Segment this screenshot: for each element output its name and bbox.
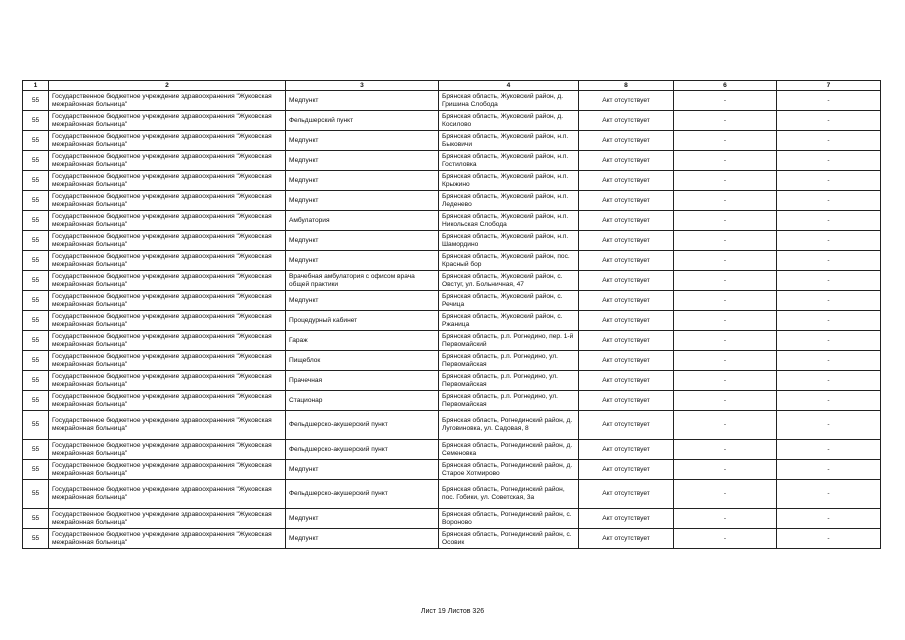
address-cell: Брянская область, Жуковский район, с. Овстуг, ул. Больничная, 47 [439, 271, 579, 291]
table-row [23, 371, 881, 391]
col6-cell: - [674, 271, 777, 291]
act-cell: Акт отсутствует [579, 391, 674, 411]
col7-cell: - [777, 151, 881, 171]
act-cell: Акт отсутствует [579, 440, 674, 460]
table-row [23, 480, 881, 509]
col7-cell: - [777, 171, 881, 191]
row-number: 55 [23, 311, 49, 331]
act-cell: Акт отсутствует [579, 211, 674, 231]
act-cell: Акт отсутствует [579, 331, 674, 351]
object-cell: Медпункт [286, 151, 439, 171]
address-cell: Брянская область, Жуковский район, с. Ржаница [439, 311, 579, 331]
col6-cell: - [674, 351, 777, 371]
header-col-1: 1 [23, 81, 49, 91]
col7-cell: - [777, 391, 881, 411]
act-cell: Акт отсутствует [579, 91, 674, 111]
act-cell: Акт отсутствует [579, 191, 674, 211]
act-cell: Акт отсутствует [579, 271, 674, 291]
col6-cell: - [674, 191, 777, 211]
col7-cell: - [777, 211, 881, 231]
organization-cell: Государственное бюджетное учреждение здравоохранения "Жуковская межрайонная больница" [49, 231, 286, 251]
table-row [23, 171, 881, 191]
col7-cell: - [777, 411, 881, 440]
organization-cell: Государственное бюджетное учреждение здравоохранения "Жуковская межрайонная больница" [49, 311, 286, 331]
col7-cell: - [777, 91, 881, 111]
address-cell: Брянская область, Жуковский район, н.п. Никольская Слобода [439, 211, 579, 231]
col7-cell: - [777, 371, 881, 391]
header-col-4: 4 [439, 81, 579, 91]
organization-cell: Государственное бюджетное учреждение здравоохранения "Жуковская межрайонная больница" [49, 391, 286, 411]
table-row [23, 391, 881, 411]
organization-cell: Государственное бюджетное учреждение здравоохранения "Жуковская межрайонная больница" [49, 331, 286, 351]
col6-cell: - [674, 151, 777, 171]
table-row [23, 251, 881, 271]
organization-cell: Государственное бюджетное учреждение здравоохранения "Жуковская межрайонная больница" [49, 211, 286, 231]
col6-cell: - [674, 311, 777, 331]
object-cell: Врачебная амбулатория с офисом врача общей практики [286, 271, 439, 291]
organization-cell: Государственное бюджетное учреждение здравоохранения "Жуковская межрайонная больница" [49, 440, 286, 460]
table-row [23, 460, 881, 480]
object-cell: Гараж [286, 331, 439, 351]
address-cell: Брянская область, р.п. Рогнедино, ул. Первомайская [439, 391, 579, 411]
row-number: 55 [23, 191, 49, 211]
organization-cell: Государственное бюджетное учреждение здравоохранения "Жуковская межрайонная больница" [49, 251, 286, 271]
object-cell: Медпункт [286, 460, 439, 480]
object-cell: Прачечная [286, 371, 439, 391]
organization-cell: Государственное бюджетное учреждение здравоохранения "Жуковская межрайонная больница" [49, 271, 286, 291]
col6-cell: - [674, 111, 777, 131]
address-cell: Брянская область, Рогнединский район, с. Вороново [439, 509, 579, 529]
object-cell: Фельдшерско-акушерский пункт [286, 411, 439, 440]
object-cell: Процедурный кабинет [286, 311, 439, 331]
table-row [23, 211, 881, 231]
address-cell: Брянская область, р.п. Рогнедино, пер. 1-й Первомайский [439, 331, 579, 351]
act-cell: Акт отсутствует [579, 171, 674, 191]
col7-cell: - [777, 231, 881, 251]
col6-cell: - [674, 291, 777, 311]
register-table [22, 80, 881, 549]
col6-cell: - [674, 171, 777, 191]
act-cell: Акт отсутствует [579, 111, 674, 131]
col6-cell: - [674, 131, 777, 151]
organization-cell: Государственное бюджетное учреждение здравоохранения "Жуковская межрайонная больница" [49, 371, 286, 391]
row-number: 55 [23, 231, 49, 251]
object-cell: Амбулатория [286, 211, 439, 231]
header-col-7: 7 [777, 81, 881, 91]
object-cell: Медпункт [286, 91, 439, 111]
address-cell: Брянская область, Рогнединский район, д. Семеновка [439, 440, 579, 460]
organization-cell: Государственное бюджетное учреждение здравоохранения "Жуковская межрайонная больница" [49, 460, 286, 480]
act-cell: Акт отсутствует [579, 371, 674, 391]
organization-cell: Государственное бюджетное учреждение здравоохранения "Жуковская межрайонная больница" [49, 191, 286, 211]
col7-cell: - [777, 509, 881, 529]
object-cell: Медпункт [286, 529, 439, 549]
row-number: 55 [23, 440, 49, 460]
organization-cell: Государственное бюджетное учреждение здравоохранения "Жуковская межрайонная больница" [49, 171, 286, 191]
address-cell: Брянская область, Жуковский район, н.п. Быковичи [439, 131, 579, 151]
row-number: 55 [23, 509, 49, 529]
act-cell: Акт отсутствует [579, 151, 674, 171]
row-number: 55 [23, 391, 49, 411]
act-cell: Акт отсутствует [579, 311, 674, 331]
table-body [23, 91, 881, 549]
object-cell: Медпункт [286, 131, 439, 151]
object-cell: Фельдшерский пункт [286, 111, 439, 131]
organization-cell: Государственное бюджетное учреждение здравоохранения "Жуковская межрайонная больница" [49, 411, 286, 440]
table-row [23, 440, 881, 460]
col7-cell: - [777, 480, 881, 509]
col7-cell: - [777, 440, 881, 460]
act-cell: Акт отсутствует [579, 251, 674, 271]
act-cell: Акт отсутствует [579, 509, 674, 529]
act-cell: Акт отсутствует [579, 411, 674, 440]
row-number: 55 [23, 271, 49, 291]
col6-cell: - [674, 509, 777, 529]
row-number: 55 [23, 480, 49, 509]
header-col-2: 2 [49, 81, 286, 91]
table-row [23, 271, 881, 291]
col7-cell: - [777, 291, 881, 311]
organization-cell: Государственное бюджетное учреждение здравоохранения "Жуковская межрайонная больница" [49, 131, 286, 151]
row-number: 55 [23, 171, 49, 191]
object-cell: Фельдшерско-акушерский пункт [286, 440, 439, 460]
table-row [23, 509, 881, 529]
act-cell: Акт отсутствует [579, 291, 674, 311]
organization-cell: Государственное бюджетное учреждение здравоохранения "Жуковская межрайонная больница" [49, 111, 286, 131]
table-row [23, 231, 881, 251]
address-cell: Брянская область, Жуковский район, н.п. Гостиловка [439, 151, 579, 171]
object-cell: Стационар [286, 391, 439, 411]
col7-cell: - [777, 460, 881, 480]
organization-cell: Государственное бюджетное учреждение здравоохранения "Жуковская межрайонная больница" [49, 509, 286, 529]
table-row [23, 151, 881, 171]
row-number: 55 [23, 371, 49, 391]
col7-cell: - [777, 351, 881, 371]
col6-cell: - [674, 251, 777, 271]
object-cell: Медпункт [286, 509, 439, 529]
table-row [23, 111, 881, 131]
address-cell: Брянская область, Жуковский район, н.п. Крыжино [439, 171, 579, 191]
table-row [23, 311, 881, 331]
row-number: 55 [23, 351, 49, 371]
col7-cell: - [777, 251, 881, 271]
address-cell: Брянская область, р.п. Рогнедино, ул. Первомайская [439, 371, 579, 391]
page-footer: Лист 19 Листов 326 [420, 608, 485, 615]
row-number: 55 [23, 111, 49, 131]
row-number: 55 [23, 460, 49, 480]
table-row [23, 411, 881, 440]
address-cell: Брянская область, Жуковский район, с. Речица [439, 291, 579, 311]
col6-cell: - [674, 371, 777, 391]
address-cell: Брянская область, Жуковский район, н.п. Леденево [439, 191, 579, 211]
organization-cell: Государственное бюджетное учреждение здравоохранения "Жуковская межрайонная больница" [49, 151, 286, 171]
address-cell: Брянская область, Рогнединский район, пос. Гобики, ул. Советская, 3а [439, 480, 579, 509]
col6-cell: - [674, 529, 777, 549]
object-cell: Медпункт [286, 171, 439, 191]
act-cell: Акт отсутствует [579, 460, 674, 480]
organization-cell: Государственное бюджетное учреждение здравоохранения "Жуковская межрайонная больница" [49, 291, 286, 311]
act-cell: Акт отсутствует [579, 351, 674, 371]
row-number: 55 [23, 131, 49, 151]
object-cell: Медпункт [286, 191, 439, 211]
row-number: 55 [23, 91, 49, 111]
col6-cell: - [674, 91, 777, 111]
address-cell: Брянская область, Жуковский район, н.п. Шамордино [439, 231, 579, 251]
col7-cell: - [777, 131, 881, 151]
col6-cell: - [674, 440, 777, 460]
col7-cell: - [777, 111, 881, 131]
organization-cell: Государственное бюджетное учреждение здравоохранения "Жуковская межрайонная больница" [49, 529, 286, 549]
address-cell: Брянская область, Жуковский район, д. Гришина Слобода [439, 91, 579, 111]
address-cell: Брянская область, Жуковский район, д. Косилово [439, 111, 579, 131]
row-number: 55 [23, 151, 49, 171]
header-col-3: 3 [286, 81, 439, 91]
act-cell: Акт отсутствует [579, 231, 674, 251]
table-row [23, 131, 881, 151]
organization-cell: Государственное бюджетное учреждение здравоохранения "Жуковская межрайонная больница" [49, 351, 286, 371]
organization-cell: Государственное бюджетное учреждение здравоохранения "Жуковская межрайонная больница" [49, 480, 286, 509]
header-row [23, 81, 881, 91]
object-cell: Медпункт [286, 251, 439, 271]
col6-cell: - [674, 411, 777, 440]
organization-cell: Государственное бюджетное учреждение здравоохранения "Жуковская межрайонная больница" [49, 91, 286, 111]
address-cell: Брянская область, Рогнединский район, д. Старое Хотмирово [439, 460, 579, 480]
object-cell: Фельдшерско-акушерский пункт [286, 480, 439, 509]
table-row [23, 351, 881, 371]
table-row [23, 331, 881, 351]
row-number: 55 [23, 251, 49, 271]
table-row [23, 529, 881, 549]
col7-cell: - [777, 331, 881, 351]
table-row [23, 291, 881, 311]
act-cell: Акт отсутствует [579, 131, 674, 151]
header-col-6: 6 [674, 81, 777, 91]
col7-cell: - [777, 311, 881, 331]
address-cell: Брянская область, Рогнединский район, с. Осовик [439, 529, 579, 549]
header-col-8: 8 [579, 81, 674, 91]
col7-cell: - [777, 529, 881, 549]
act-cell: Акт отсутствует [579, 480, 674, 509]
address-cell: Брянская область, р.п. Рогнедино, ул. Первомайская [439, 351, 579, 371]
col6-cell: - [674, 231, 777, 251]
row-number: 55 [23, 211, 49, 231]
object-cell: Пищеблок [286, 351, 439, 371]
table-row [23, 91, 881, 111]
row-number: 55 [23, 331, 49, 351]
act-cell: Акт отсутствует [579, 529, 674, 549]
col6-cell: - [674, 391, 777, 411]
col6-cell: - [674, 460, 777, 480]
address-cell: Брянская область, Жуковский район, пос. Красный бор [439, 251, 579, 271]
row-number: 55 [23, 529, 49, 549]
table-row [23, 191, 881, 211]
object-cell: Медпункт [286, 231, 439, 251]
object-cell: Медпункт [286, 291, 439, 311]
row-number: 55 [23, 291, 49, 311]
row-number: 55 [23, 411, 49, 440]
col7-cell: - [777, 191, 881, 211]
col6-cell: - [674, 211, 777, 231]
col6-cell: - [674, 480, 777, 509]
address-cell: Брянская область, Рогнединский район, д. Луговиновка, ул. Садовая, 8 [439, 411, 579, 440]
col7-cell: - [777, 271, 881, 291]
col6-cell: - [674, 331, 777, 351]
